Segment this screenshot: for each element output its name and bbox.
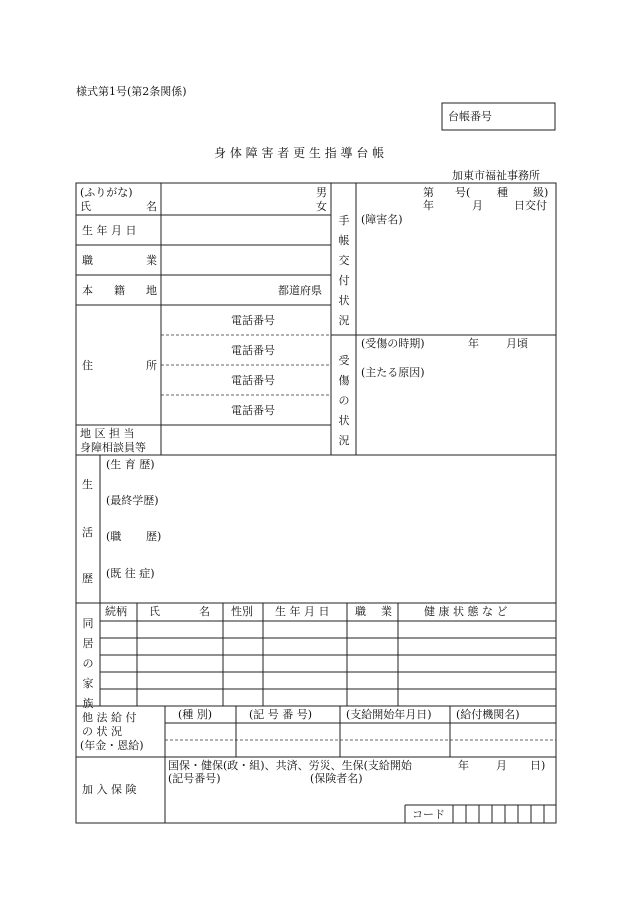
district-label-1: 地 区 担 当 — [80, 427, 135, 440]
form-number: 様式第1号(第2条関係) — [76, 85, 187, 98]
injury-month-label: 月頃 — [506, 337, 528, 350]
handbook-no-label: 第 — [423, 186, 434, 199]
handbook-month-label: 月 — [472, 199, 483, 212]
insurance-year: 年 — [458, 759, 469, 772]
injury-cause-label: (主たる原因) — [361, 366, 425, 379]
education-label: (最終学歴) — [106, 494, 159, 507]
benefits-label-2: の 状 況 — [82, 725, 122, 738]
ledger-number-label: 台帳番号 — [448, 110, 492, 123]
benefits-header-number: (記 号 番 号) — [249, 708, 313, 721]
district-label-2: 身障相談員等 — [80, 441, 146, 454]
phone-label-1: 電話番号 — [231, 314, 275, 327]
handbook-grade-label: 級) — [533, 186, 549, 199]
job-label-right: 業 — [146, 254, 157, 267]
benefits-header-kind: (種 別) — [178, 708, 213, 721]
code-label: コード — [412, 808, 445, 821]
prefecture-label: 都道府県 — [278, 284, 322, 297]
handbook-issued-label: 日交付 — [514, 199, 547, 212]
name-label-left: 氏 — [80, 200, 91, 213]
phone-label-2: 電話番号 — [231, 344, 275, 357]
domicile-label-left: 本 — [82, 284, 93, 297]
insurance-types: 国保・健保(政・組)、共済、労災、生保(支給開始 — [168, 759, 412, 772]
handbook-status-label: 手帳交付状況 — [338, 214, 350, 327]
job-label-left: 職 — [82, 254, 93, 267]
birth-date-label: 生 年 月 日 — [82, 224, 137, 237]
address-label-right: 所 — [146, 359, 157, 372]
insurance-label: 加 入 保 険 — [82, 783, 137, 796]
family-label: 同居の家族 — [82, 617, 94, 710]
name-label-right: 名 — [146, 200, 157, 213]
injury-status-label: 受傷の状況 — [338, 354, 350, 447]
domicile-label-mid: 籍 — [114, 284, 125, 297]
benefits-header-agency: (給付機関名) — [456, 708, 520, 721]
family-header-birth: 生 年 月 日 — [275, 605, 330, 618]
handbook-kind-label: 種 — [497, 186, 508, 199]
insurance-symbol-number: (記号番号) — [168, 772, 221, 785]
family-header-job-l: 職 — [355, 605, 366, 618]
life-history-char-3: 歴 — [82, 572, 93, 585]
phone-label-3: 電話番号 — [231, 374, 275, 387]
handbook-year-label: 年 — [423, 199, 434, 212]
family-header-job-r: 業 — [381, 605, 392, 618]
sex-male: 男 — [316, 186, 327, 199]
benefits-label-3: (年金・恩給) — [80, 739, 144, 752]
family-header-name-l: 氏 — [149, 605, 160, 618]
domicile-label-right: 地 — [146, 284, 157, 297]
insurance-month: 月 — [496, 759, 507, 772]
address-label-left: 住 — [82, 359, 93, 372]
life-history-char-1: 生 — [82, 478, 93, 491]
furigana-label: (ふりがな) — [80, 186, 133, 199]
family-header-health: 健 康 状 態 な ど — [424, 605, 508, 618]
injury-time-label: (受傷の時期) — [361, 337, 425, 350]
form-title: 身 体 障 害 者 更 生 指 導 台 帳 — [214, 146, 385, 160]
insurer-name-label: (保険者名) — [310, 772, 363, 785]
family-header-name-r: 名 — [199, 605, 210, 618]
injury-year-label: 年 — [468, 337, 479, 350]
disability-name-label: (障害名) — [361, 213, 403, 226]
insurance-day: 日) — [530, 759, 546, 772]
sex-female: 女 — [316, 200, 327, 213]
phone-label-4: 電話番号 — [231, 404, 275, 417]
benefits-label-1: 他 法 給 付 — [82, 711, 137, 724]
medical-history-label: (既 往 症) — [106, 567, 155, 580]
office-name: 加東市福祉事務所 — [452, 169, 540, 182]
life-history-char-2: 活 — [82, 526, 93, 539]
benefits-header-start: (支給開始年月日) — [346, 708, 432, 721]
career-label-right: 歴) — [146, 530, 162, 543]
career-label-left: (職 — [106, 530, 122, 543]
upbringing-label: (生 育 歴) — [106, 458, 155, 471]
family-header-relation: 続柄 — [105, 605, 127, 618]
family-header-sex: 性別 — [231, 605, 253, 618]
handbook-go-label: 号( — [455, 186, 471, 199]
